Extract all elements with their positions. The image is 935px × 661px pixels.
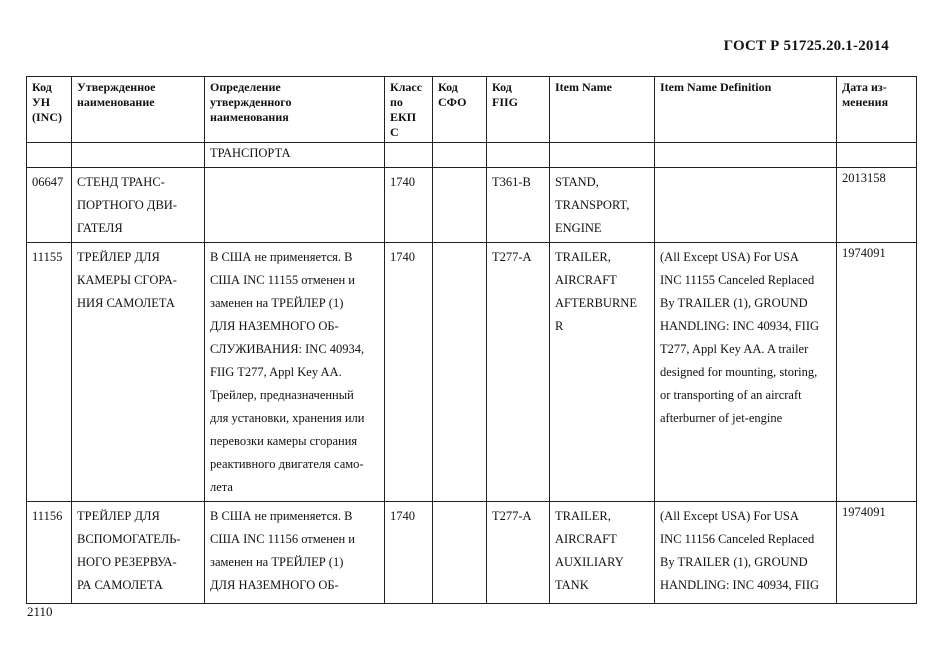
cell-class: 1740 [385, 168, 433, 243]
cell-date: 1974091 [837, 502, 917, 604]
cell-item-definition: (All Except USA) For USA INC 11156 Canceled Replaced By TRAILER (1), GROUND HANDLING: INC 40934, FIIG [655, 502, 837, 604]
header-inc: Код УН (INC) [27, 77, 72, 143]
cell-sfo [433, 502, 487, 604]
cell-approved-name: СТЕНД ТРАНС- ПОРТНОГО ДВИ- ГАТЕЛЯ [72, 168, 205, 243]
cell-approved-name: ТРЕЙЛЕР ДЛЯ КАМЕРЫ СГОРА- НИЯ САМОЛЕТА [72, 243, 205, 502]
cell-sfo [433, 243, 487, 502]
table-header-row [27, 77, 917, 143]
cell-inc: 06647 [27, 168, 72, 243]
header-date: Дата из- менения [837, 77, 917, 143]
cell-date [837, 143, 917, 168]
cell-approved-name: ТРЕЙЛЕР ДЛЯ ВСПОМОГАТЕЛЬ- НОГО РЕЗЕРВУА- РА САМОЛЕТА [72, 502, 205, 604]
cell-inc [27, 143, 72, 168]
header-fiig: Код FIIG [487, 77, 550, 143]
header-definition: Определение утвержденного наименования [205, 77, 385, 143]
cell-item-definition [655, 143, 837, 168]
page-number: 2110 [27, 604, 53, 619]
cell-date: 1974091 [837, 243, 917, 502]
cell-class [385, 143, 433, 168]
document-code: ГОСТ Р 51725.20.1-2014 [723, 38, 889, 54]
catalog-table [26, 76, 917, 604]
cell-item-definition: (All Except USA) For USA INC 11155 Canceled Replaced By TRAILER (1), GROUND HANDLING: INC 40934, FIIG T277, Appl Key AA. A trailer designed for mounting, storing, or transporting of an aircraft afterburner of jet-engine [655, 243, 837, 502]
header-sfo: Код СФО [433, 77, 487, 143]
cell-sfo [433, 143, 487, 168]
cell-approved-name [72, 143, 205, 168]
header-item-name: Item Name [550, 77, 655, 143]
cell-item-name: TRAILER, AIRCRAFT AUXILIARY TANK [550, 502, 655, 604]
cell-item-name: TRAILER, AIRCRAFT AFTERBURNE R [550, 243, 655, 502]
cell-fiig: T277-A [487, 243, 550, 502]
table-row [27, 243, 917, 502]
cell-definition: ТРАНСПОРТА [205, 143, 385, 168]
cell-fiig [487, 143, 550, 168]
header-item-definition: Item Name Definition [655, 77, 837, 143]
table-row [27, 168, 917, 243]
cell-definition: В США не применяется. В США INC 11156 отменен и заменен на ТРЕЙЛЕР (1) ДЛЯ НАЗЕМНОГО ОБ- [205, 502, 385, 604]
header-class: Класс по ЕКП С [385, 77, 433, 143]
cell-date: 2013158 [837, 168, 917, 243]
cell-inc: 11155 [27, 243, 72, 502]
table-row [27, 143, 917, 168]
cell-definition [205, 168, 385, 243]
header-approved-name: Утвержденное наименование [72, 77, 205, 143]
cell-definition: В США не применяется. В США INC 11155 отменен и заменен на ТРЕЙЛЕР (1) ДЛЯ НАЗЕМНОГО ОБ- СЛУЖИВАНИЯ: INC 40934, FIIG T277, Appl Key AA. Трейлер, предназначенный для установки, хранения или перевозки камеры сгорания реактивного двигателя само- лета [205, 243, 385, 502]
cell-sfo [433, 168, 487, 243]
cell-class: 1740 [385, 502, 433, 604]
cell-class: 1740 [385, 243, 433, 502]
table-row [27, 502, 917, 604]
cell-item-definition [655, 168, 837, 243]
cell-fiig: T361-B [487, 168, 550, 243]
cell-item-name [550, 143, 655, 168]
cell-fiig: T277-A [487, 502, 550, 604]
cell-inc: 11156 [27, 502, 72, 604]
cell-item-name: STAND, TRANSPORT, ENGINE [550, 168, 655, 243]
